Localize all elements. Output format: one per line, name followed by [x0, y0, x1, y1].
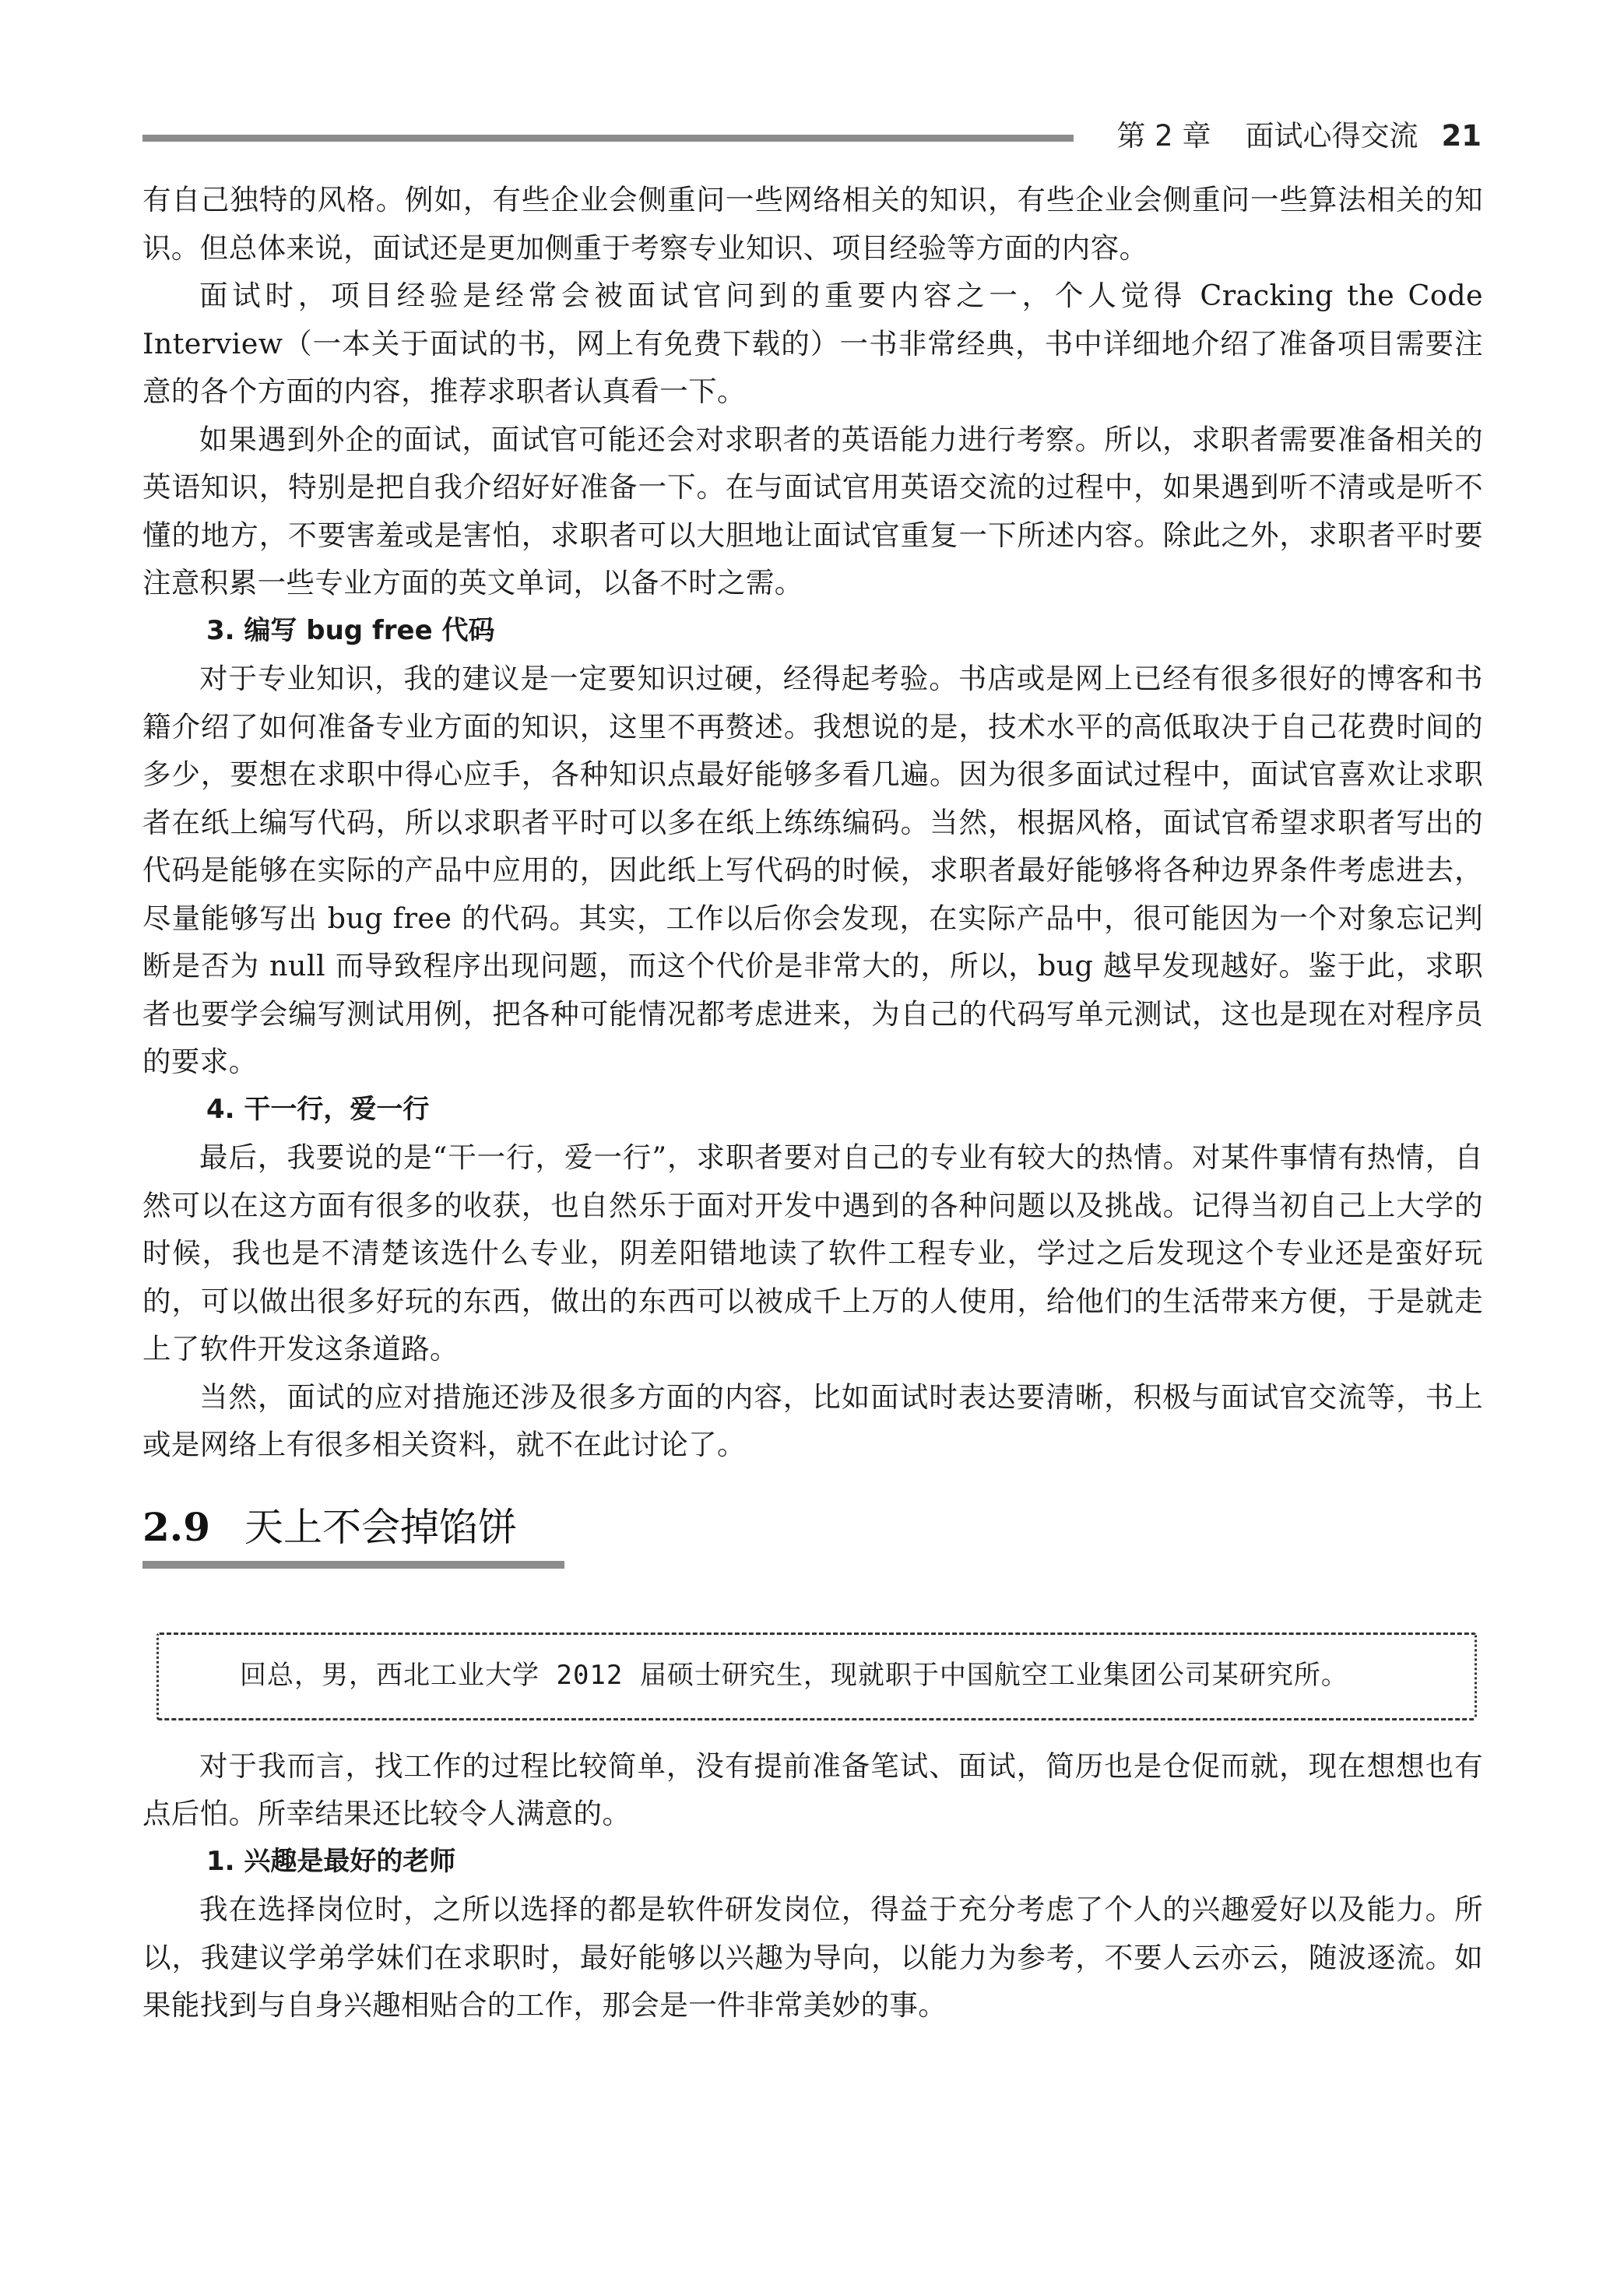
running-header: [142, 117, 1482, 156]
paragraph: 对于我而言，找工作的过程比较简单，没有提前准备笔试、面试，简历也是仓促而就，现在想想也有点后怕。所幸结果还比较令人满意的。: [142, 1748, 1483, 1830]
header-text: [1116, 117, 1482, 156]
section-title-line: [142, 1500, 1483, 1555]
paragraph: 面试时，项目经验是经常会被面试官问到的重要内容之一，个人觉得 Cracking the Code Interview（一本关于面试的书，网上有免费下载的）一书非常经典，书中详细地介绍了准备项目需要注意的各个方面的内容，推荐求职者认真看一下。: [142, 279, 1483, 408]
paragraph: 如果遇到外企的面试，面试官可能还会对求职者的英语能力进行考察。所以，求职者需要准备相关的英语知识，特别是把自我介绍好好准备一下。在与面试官用英语交流的过程中，如果遇到听不清或是听不懂的地方，不要害羞或是害怕，求职者可以大胆地让面试官重复一下所述内容。除此之外，求职者平时要注意积累一些专业方面的英文单词，以备不时之需。: [142, 422, 1483, 599]
header-title: 面试心得交流: [1245, 119, 1418, 153]
paragraph: 我在选择岗位时，之所以选择的都是软件研发岗位，得益于充分考虑了个人的兴趣爱好以及能力。所以，我建议学弟学妹们在求职时，最好能够以兴趣为导向，以能力为参考，不要人云亦云，随波逐流。如果能找到与自身兴趣相贴合的工作，那会是一件非常美妙的事。: [142, 1893, 1483, 2022]
subheading: 1. 兴趣是最好的老师: [206, 1845, 456, 1877]
section-number: 2.9: [142, 1503, 210, 1550]
author-bio: 回总，男，西北工业大学 2012 届硕士研究生，现就职于中国航空工业集团公司某研究所。: [240, 1659, 1348, 1691]
header-chapter: 第 2 章: [1116, 119, 1211, 153]
paragraph: 当然，面试的应对措施还涉及很多方面的内容，比如面试时表达要清晰，积极与面试官交流等，书上或是网络上有很多相关资料，就不在此讨论了。: [142, 1379, 1483, 1461]
subheading: 3. 编写 bug free 代码: [206, 614, 495, 646]
section-underline: [142, 1561, 564, 1569]
header-rule: [142, 135, 1074, 142]
body-text: [142, 176, 1483, 2030]
author-bio-box: [156, 1633, 1477, 1720]
page-number: 21: [1441, 119, 1482, 153]
paragraph: 对于专业知识，我的建议是一定要知识过硬，经得起考验。书店或是网上已经有很多很好的博客和书籍介绍了如何准备专业方面的知识，这里不再赘述。我想说的是，技术水平的高低取决于自己花费时间的多少，要想在求职中得心应手，各种知识点最好能够多看几遍。因为很多面试过程中，面试官喜欢让求职者在纸上编写代码，所以求职者平时可以多在纸上练练编码。当然，根据风格，面试官希望求职者写出的代码是能够在实际的产品中应用的，因此纸上写代码的时候，求职者最好能够将各种边界条件考虑进去，尽量能够写出 bug free 的代码。其实，工作以后你会发现，在实际产品中，很可能因为一个对象忘记判断是否为 null 而导致程序出现问题，而这个代价是非常大的，所以，bug 越早发现越好。鉴于此，求职者也要学会编写测试用例，把各种可能情况都考虑进来，为自己的代码写单元测试，这也是现在对程序员的要求。: [142, 662, 1483, 1078]
paragraph: 有自己独特的风格。例如，有些企业会侧重问一些网络相关的知识，有些企业会侧重问一些算法相关的知识。但总体来说，面试还是更加侧重于考察专业知识、项目经验等方面的内容。: [142, 183, 1483, 265]
section-title: 天上不会掉馅饼: [244, 1504, 517, 1550]
paragraph: 最后，我要说的是“干一行，爱一行”，求职者要对自己的专业有较大的热情。对某件事情有热情，自然可以在这方面有很多的收获，也自然乐于面对开发中遇到的各种问题以及挑战。记得当初自己上大学的时候，我也是不清楚该选什么专业，阴差阳错地读了软件工程专业，学过之后发现这个专业还是蛮好玩的，可以做出很多好玩的东西，做出的东西可以被成千上万的人使用，给他们的生活带来方便，于是就走上了软件开发这条道路。: [142, 1140, 1483, 1365]
subheading: 4. 干一行，爱一行: [206, 1093, 430, 1125]
section-heading: [142, 1500, 1483, 1578]
